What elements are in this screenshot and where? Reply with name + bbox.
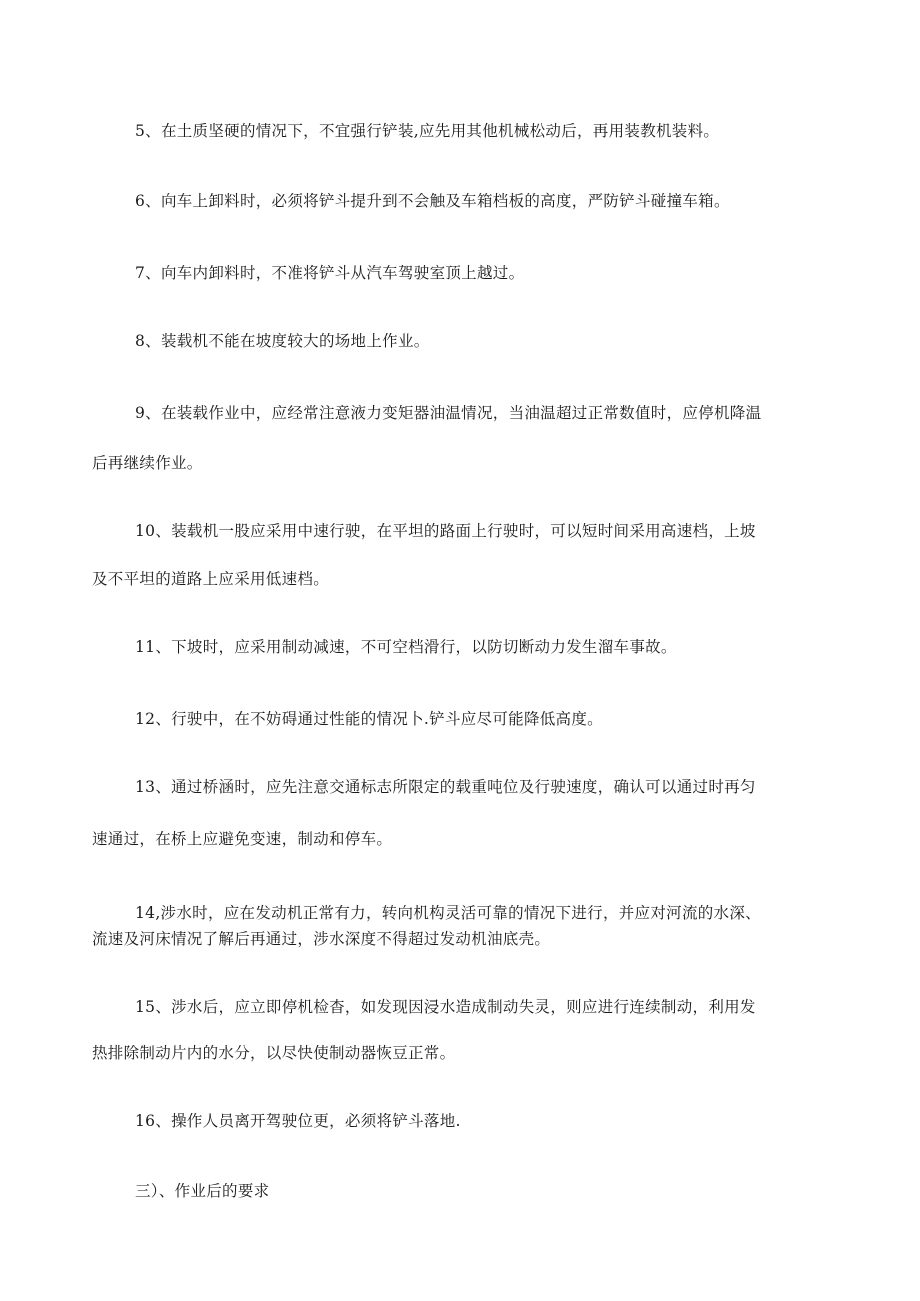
item-13-line-1: 13、通过桥涵时，应先注意交通标志所限定的载重吨位及行驶速度，确认可以通过时再匀 [135,778,756,796]
item-8-line-1: 8、装载机不能在坡度较大的场地上作业。 [135,332,430,350]
item-6-line-1: 6、向车上卸料时，必须将铲斗提升到不会触及车箱档板的高度，严防铲斗碰撞车箱。 [135,192,730,210]
item-14-line-1: 14,涉水时，应在发动机正常有力，转向机构灵活可靠的情况下进行，并应对河流的水深、 [135,904,761,922]
item-15-line-2: 热排除制动片内的水分，以尽快使制动器恢豆正常。 [92,1044,456,1062]
item-16-line-1: 16、操作人员离开驾驶位更，必须将铲斗落地. [135,1112,461,1130]
item-10-line-2: 及不平坦的道路上应采用低速档。 [92,570,330,588]
item-9-line-2: 后再继续作业。 [92,454,203,472]
item-12-line-1: 12、行驶中，在不妨碍通过性能的情况卜.铲斗应尽可能降低高度。 [135,710,603,728]
item-11-line-1: 11、下坡时，应采用制动减速，不可空档滑行，以防切断动力发生溜车事故。 [135,638,677,656]
item-5-line-1: 5、在土质坚硬的情况下，不宜强行铲装,应先用其他机械松动后，再用装教机装料。 [135,122,720,140]
item-7-line-1: 7、向车内卸料时，不准将铲斗从汽车驾驶室顶上越过。 [135,264,525,282]
section-heading: 三）、作业后的要求 [135,1182,270,1200]
item-14-line-2: 流速及河床情况了解后再通过，涉水深度不得超过发动机油底壳。 [92,930,551,948]
item-15-line-1: 15、涉水后，应立即停机检杳，如发现因浸水造成制动失灵，则应进行连续制动，利用发 [135,998,756,1016]
item-10-line-1: 10、装载机一股应采用中速行驶，在平坦的路面上行驶时，可以短时间采用高速档，上坡 [135,522,756,540]
item-13-line-2: 速通过，在桥上应避免变速，制动和停车。 [92,830,393,848]
item-9-line-1: 9、在装载作业中，应经常注意液力变矩器油温情况，当油温超过正常数值时，应停机降温 [135,404,762,422]
